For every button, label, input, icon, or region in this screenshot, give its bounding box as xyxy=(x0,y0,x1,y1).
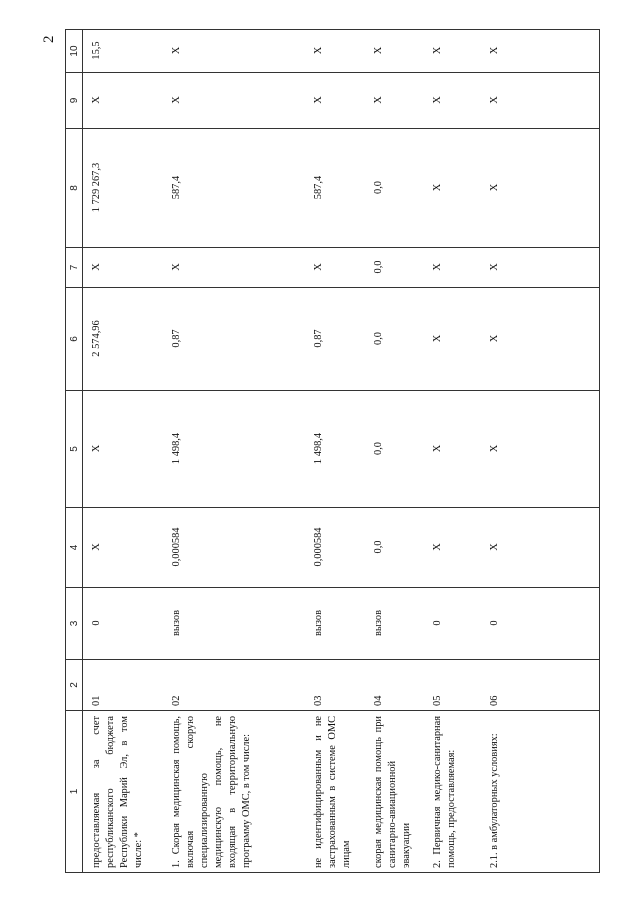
table-body-row xyxy=(83,30,600,873)
column-header: 9 xyxy=(66,73,83,129)
row-value: X xyxy=(489,263,500,271)
row-value: 15,5 xyxy=(91,41,102,60)
row-value: X xyxy=(489,183,500,192)
column-header: 6 xyxy=(66,288,83,391)
row-label: 1. Скорая медицинская помощь, включая скорую специализированную медицинскую помощь, не входящая в территориальную программу ОМС, в том числе: xyxy=(171,716,253,868)
row-code: 02 xyxy=(171,695,182,706)
column-4-values xyxy=(83,508,600,588)
column-3-units xyxy=(83,588,600,660)
row-value: X xyxy=(489,46,500,55)
row-value: X xyxy=(373,46,384,55)
row-value: X xyxy=(432,444,443,453)
row-value: X xyxy=(171,263,182,271)
column-9-values xyxy=(83,73,600,129)
column-header: 7 xyxy=(66,248,83,288)
row-value: 0,0 xyxy=(373,442,384,455)
row-value: 0,000584 xyxy=(171,527,182,567)
column-header: 5 xyxy=(66,391,83,508)
row-unit: вызов xyxy=(313,609,324,637)
column-header: 10 xyxy=(66,30,83,73)
row-value: 0,000584 xyxy=(313,527,324,567)
row-value: X xyxy=(432,263,443,271)
column-6-values xyxy=(83,288,600,391)
column-8-values xyxy=(83,129,600,248)
row-value: X xyxy=(489,96,500,104)
row-value: 0,0 xyxy=(373,540,384,554)
row-value: X xyxy=(313,46,324,55)
row-label: не идентифицированным и не застрахованным в системе ОМС лицам xyxy=(313,716,353,868)
page-number: 2 xyxy=(41,35,57,43)
row-code: 06 xyxy=(489,695,500,706)
row-value: X xyxy=(373,96,384,104)
row-value: X xyxy=(313,263,324,271)
row-value: X xyxy=(91,444,102,453)
row-unit: вызов xyxy=(171,609,182,637)
row-label: 2.1. в амбулаторных условиях: xyxy=(489,733,500,868)
row-unit: 0 xyxy=(91,620,102,626)
row-value: 0,87 xyxy=(313,329,324,348)
row-value: 587,4 xyxy=(313,175,324,200)
financing-table xyxy=(65,29,600,873)
row-value: X xyxy=(432,334,443,343)
row-unit: 0 xyxy=(489,620,500,626)
row-label: предоставляемая за счет республиканского бюджета Республики Марий Эл, в том числе: * xyxy=(91,716,145,868)
column-7-values xyxy=(83,248,600,288)
row-value: 0,87 xyxy=(171,329,182,348)
row-value: X xyxy=(432,46,443,55)
row-value: 1 729 267,3 xyxy=(91,162,102,213)
column-header: 3 xyxy=(66,588,83,660)
column-header: 1 xyxy=(66,711,83,873)
row-value: X xyxy=(91,543,102,551)
row-value: X xyxy=(489,334,500,343)
row-value: X xyxy=(91,96,102,104)
row-value: 1 498,4 xyxy=(171,432,182,465)
column-header: 8 xyxy=(66,129,83,248)
row-value: 2 574,96 xyxy=(91,320,102,357)
row-code: 01 xyxy=(91,695,102,706)
row-value: X xyxy=(489,543,500,551)
row-code: 05 xyxy=(432,695,443,706)
row-value: 0,0 xyxy=(373,332,384,345)
column-5-values xyxy=(83,391,600,508)
row-label: 2. Первичная медико-санитарная помощь, предоставляемая: xyxy=(432,716,458,868)
row-value: X xyxy=(432,96,443,104)
row-unit: 0 xyxy=(432,620,443,626)
row-value: X xyxy=(432,183,443,192)
row-value: X xyxy=(171,96,182,104)
row-value: X xyxy=(489,444,500,453)
column-1-names xyxy=(83,711,600,873)
row-value: 587,4 xyxy=(171,175,182,200)
column-2-codes xyxy=(83,660,600,711)
row-value: 1 498,4 xyxy=(313,432,324,465)
row-value: 0,0 xyxy=(373,181,384,194)
row-value: X xyxy=(91,263,102,271)
column-header: 4 xyxy=(66,508,83,588)
column-number-row xyxy=(66,30,83,873)
column-10-values xyxy=(83,30,600,73)
row-value: X xyxy=(171,46,182,55)
row-value: X xyxy=(432,543,443,551)
row-label: скорая медицинская помощь при санитарно-авиационной эвакуации xyxy=(373,716,413,868)
row-value: 0,0 xyxy=(373,260,384,274)
column-header: 2 xyxy=(66,660,83,711)
row-code: 03 xyxy=(313,695,324,706)
row-code: 04 xyxy=(373,695,384,706)
row-value: X xyxy=(313,96,324,104)
row-unit: вызов xyxy=(373,609,384,637)
